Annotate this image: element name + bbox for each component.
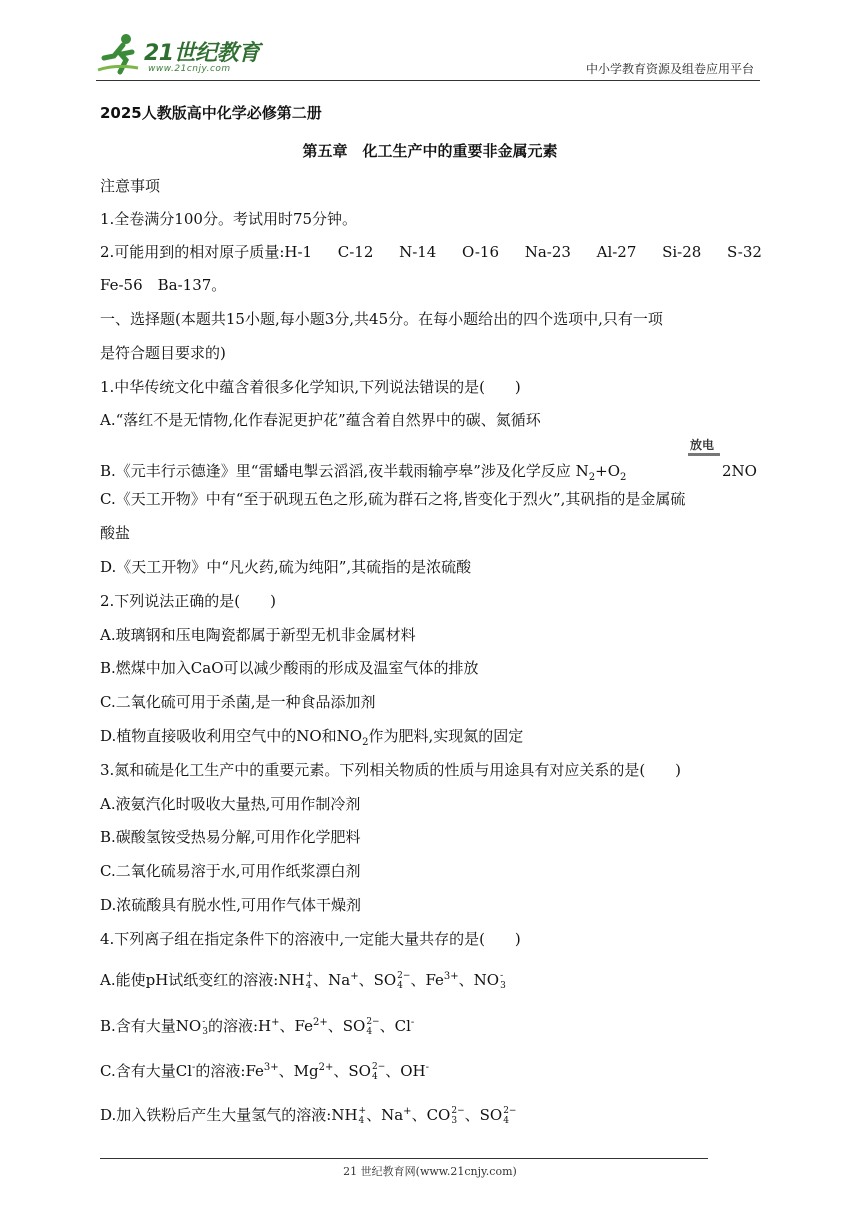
q3-option-a: A.液氨汽化时吸收大量热,可用作制冷剂	[100, 795, 361, 813]
reaction-arrow	[688, 453, 720, 456]
logo-url: www.21cnjy.com	[148, 64, 231, 74]
header-divider	[96, 80, 760, 81]
chapter-title: 第五章 化工生产中的重要非金属元素	[302, 142, 558, 160]
logo-text: 21世纪教育	[144, 41, 260, 66]
note-1: 1.全卷满分100分。考试用时75分钟。	[100, 210, 358, 228]
note-2-line	[100, 241, 762, 263]
atomic-mass-item: S-32	[726, 243, 762, 261]
q3-option-b: B.碳酸氢铵受热易分解,可用作化学肥料	[100, 828, 361, 846]
atomic-mass-item: O-16	[462, 243, 500, 261]
q1-option-b-product: 2NO	[722, 462, 757, 480]
q1-stem: 1.中华传统文化中蕴含着很多化学知识,下列说法错误的是( )	[100, 378, 521, 396]
q2-option-d: D.植物直接吸收利用空气中的NO和$NO_2$作为肥料,实现氮的固定	[100, 727, 524, 748]
atomic-mass-item: C-12	[337, 243, 374, 261]
section-1-instructions-cont: 是符合题目要求的)	[100, 344, 226, 362]
notes-heading: 注意事项	[100, 177, 161, 195]
q2-option-a: A.玻璃钢和压电陶瓷都属于新型无机非金属材料	[100, 626, 416, 644]
q4-option-d: D.加入铁粉后产生大量氢气的溶液:NH + 4 、Na+、CO 2− 3 、SO 2− 4	[100, 1106, 517, 1126]
q2-stem: 2.下列说法正确的是( )	[100, 592, 277, 610]
q1-option-a: A.“落红不是无情物,化作春泥更护花”蕴含着自然界中的碳、氮循环	[100, 411, 541, 429]
atomic-mass-item: Si-28	[662, 243, 702, 261]
book-title: 2025人教版高中化学必修第二册	[100, 104, 322, 122]
atomic-mass-item: N-14	[399, 243, 437, 261]
q1-option-b: B.《元丰行示德逢》里“雷蟠电掣云滔滔,夜半载雨输亭皋”涉及化学反应 $N_2+O_2$	[100, 462, 627, 483]
q4-option-a: A.能使pH试纸变红的溶液:NH + 4 、Na+、SO 2− 4 、$Fe^{3+}$、NO - 3	[100, 971, 506, 991]
runner-logo-icon	[96, 32, 142, 76]
site-logo	[96, 32, 266, 78]
page-footer: 21 世纪教育网(www.21cnjy.com)	[343, 1165, 517, 1178]
reaction-condition: 放电	[690, 438, 715, 452]
note-2-continued: Fe-56 Ba-137。	[100, 276, 227, 294]
q1-option-c-cont: 酸盐	[100, 524, 131, 542]
q2-option-b: B.燃煤中加入CaO可以减少酸雨的形成及温室气体的排放	[100, 659, 479, 677]
atomic-mass-item: Na-23	[524, 243, 571, 261]
q2-option-c: C.二氧化硫可用于杀菌,是一种食品添加剂	[100, 693, 376, 711]
atomic-mass-item: Al-27	[596, 243, 637, 261]
q4-option-c: C.含有大量Cl-的溶液$:Fe^{3+}$、$Mg^{2+}$、SO 2− 4 、OH-	[100, 1062, 430, 1082]
section-1-instructions: 一、选择题(本题共15小题,每小题3分,共45分。在每小题给出的四个选项中,只有一项	[100, 310, 663, 328]
q4-option-b: B.含有大量NO - 3 的溶液:H+、$Fe^{2+}$、SO 2− 4 、Cl-	[100, 1017, 415, 1037]
page-header	[96, 30, 762, 82]
note-2-prefix: 2.可能用到的相对原子质量:H-1	[100, 243, 313, 261]
platform-name: 中小学教育资源及组卷应用平台	[585, 62, 754, 76]
q3-option-c: C.二氧化硫易溶于水,可用作纸浆漂白剂	[100, 862, 361, 880]
q1-option-c: C.《天工开物》中有“至于矾现五色之形,硫为群石之将,皆变化于烈火”,其矾指的是金属硫	[100, 490, 686, 508]
q4-stem: 4.下列离子组在指定条件下的溶液中,一定能大量共存的是( )	[100, 930, 521, 948]
q3-option-d: D.浓硫酸具有脱水性,可用作气体干燥剂	[100, 896, 362, 914]
footer-divider	[100, 1158, 708, 1159]
q1-option-d: D.《天工开物》中“凡火药,硫为纯阳”,其硫指的是浓硫酸	[100, 558, 472, 576]
q3-stem: 3.氮和硫是化工生产中的重要元素。下列相关物质的性质与用途具有对应关系的是( )	[100, 761, 682, 779]
